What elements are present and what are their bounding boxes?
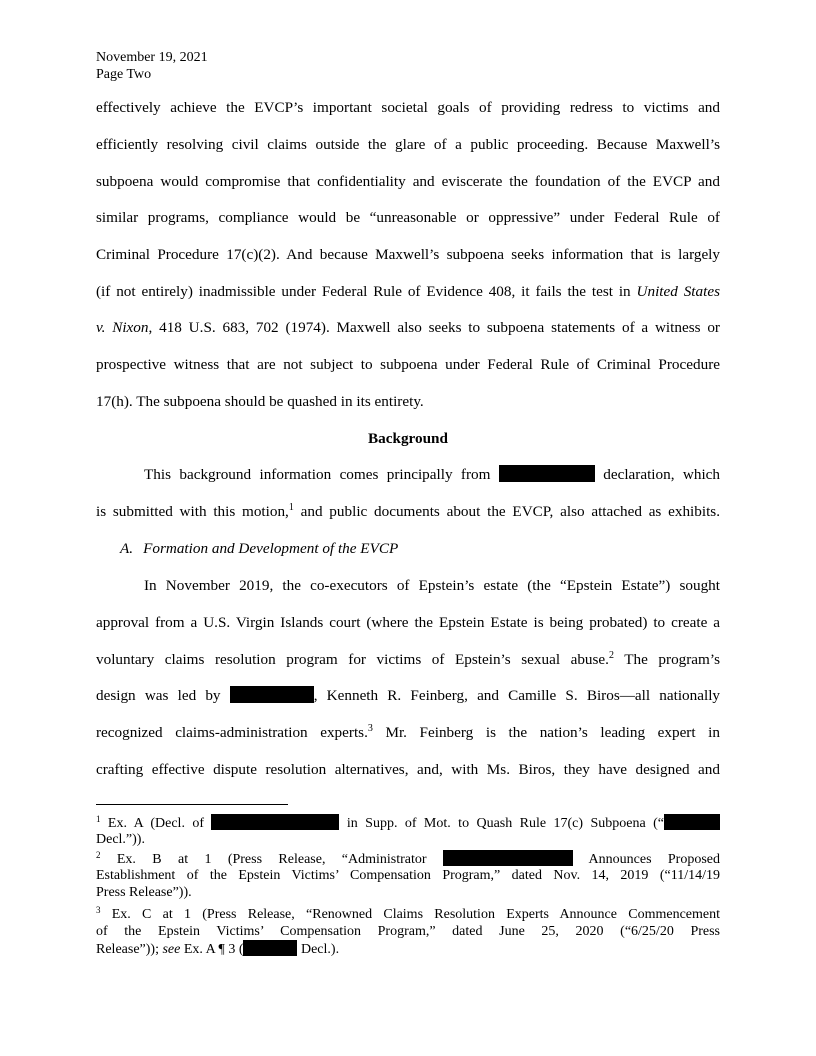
footnote-ref[interactable]: 2 — [608, 650, 614, 661]
body-text-run: and public documents about the EVCP, also attached as exhibits. — [293, 503, 720, 520]
footnote-ref[interactable]: 3 — [367, 723, 373, 734]
body-line: effectively achieve the EVCP’s important societal goals of providing redress to victims and — [96, 99, 720, 116]
footnote-text: Release”)); — [96, 942, 163, 957]
body-text-run: voluntary claims resolution program for victims of Epstein’s sexual abuse. — [96, 651, 609, 668]
footnote-text: Ex. B at 1 (Press Release, “Administrator — [100, 852, 443, 867]
redaction-box — [499, 465, 595, 482]
footnote-1 — [96, 814, 720, 848]
body-line: approval from a U.S. Virgin Islands court (where the Epstein Estate is being probated) to create a — [96, 614, 720, 631]
footnote-text: Ex. C at 1 (Press Release, “Renowned Claims Resolution Experts Announce Commencement — [100, 907, 720, 922]
redaction-box — [443, 850, 573, 866]
body-line: 17(h). The subpoena should be quashed in its entirety. — [96, 393, 424, 410]
redaction-box — [664, 814, 720, 830]
subsection-label: A. — [120, 540, 134, 557]
footnote-text: Ex. A ¶ 3 ( — [180, 942, 244, 957]
footnote-line: Decl.”)). — [96, 832, 145, 847]
footnote-line — [96, 850, 720, 867]
redaction-box — [243, 940, 297, 956]
body-text-run: is submitted with this motion, — [96, 503, 289, 520]
body-line — [96, 650, 720, 670]
signal-see: see — [162, 942, 181, 957]
footnote-line — [96, 940, 720, 957]
header-date: November 19, 2021 — [96, 50, 208, 65]
body-line — [96, 723, 720, 743]
footnote-line: Press Release”)). — [96, 885, 192, 900]
body-line: similar programs, compliance would be “unreasonable or oppressive” under Federal Rule of — [96, 209, 720, 226]
body-text-run: (if not entirely) inadmissible under Federal Rule of Evidence 408, it fails the test in — [96, 283, 637, 300]
body-text-run: recognized claims-administration experts. — [96, 724, 368, 741]
section-heading: Background — [368, 430, 448, 447]
body-line: efficiently resolving civil claims outside the glare of a public proceeding. Because Maxwell’s — [96, 136, 720, 153]
body-text-run: declaration, which — [594, 466, 721, 483]
case-name: United States — [636, 283, 720, 300]
footnote-line: of the Epstein Victims’ Compensation Program,” dated June 25, 2020 (“6/25/20 Press — [96, 924, 720, 939]
footnote-text: Announces Proposed — [572, 852, 720, 867]
footnote-2 — [96, 850, 720, 901]
body-line: crafting effective dispute resolution alternatives, and, with Ms. Biros, they have designed and — [96, 761, 720, 778]
body-line — [96, 502, 720, 522]
body-line: Criminal Procedure 17(c)(2). And because Maxwell’s subpoena seeks information that is largely — [96, 246, 720, 263]
body-text-run: This background information comes principally from — [144, 466, 499, 483]
redaction-box — [211, 814, 339, 830]
body-line — [96, 282, 720, 302]
body-line — [96, 318, 720, 338]
footnote-text: in Supp. of Mot. to Quash Rule 17(c) Subpoena (“ — [339, 816, 664, 831]
body-text-run: , 418 U.S. 683, 702 (1974). Maxwell also seeks to subpoena statements of a witness or — [148, 319, 720, 336]
footnote-number: 2 — [96, 850, 101, 860]
footnote-text: Decl.). — [297, 942, 340, 957]
subsection-heading — [96, 539, 720, 559]
body-line: prospective witness that are not subject to subpoena under Federal Rule of Criminal Procedure — [96, 356, 720, 373]
letter-header — [96, 49, 208, 83]
footnote-line — [96, 906, 720, 923]
footnote-line — [96, 814, 720, 831]
footnote-ref[interactable]: 1 — [288, 502, 294, 513]
footnote-3 — [96, 906, 720, 957]
footnote-number: 3 — [96, 905, 101, 915]
body-line: subpoena would compromise that confidentiality and eviscerate the foundation of the EVCP and — [96, 173, 720, 190]
body-line — [96, 465, 720, 485]
footnote-number: 1 — [96, 814, 101, 824]
body-line — [96, 686, 720, 706]
subsection-title: Formation and Development of the EVCP — [143, 540, 399, 557]
body-text-run: Mr. Feinberg is the nation’s leading expert in — [372, 724, 720, 741]
case-name: v. Nixon — [96, 319, 149, 336]
header-page-number: Page Two — [96, 67, 152, 82]
redaction-box — [230, 686, 314, 703]
body-text-run: , Kenneth R. Feinberg, and Camille S. Biros—all nationally — [313, 687, 721, 704]
footnote-line: Establishment of the Epstein Victims’ Compensation Program,” dated Nov. 14, 2019 (“11/14/19 — [96, 868, 720, 883]
footnote-divider — [96, 804, 288, 805]
footnote-text: Ex. A (Decl. of — [100, 816, 212, 831]
body-text-run: design was led by — [96, 687, 230, 704]
body-line: In November 2019, the co-executors of Epstein’s estate (the “Epstein Estate”) sought — [144, 577, 720, 594]
body-text-run: The program’s — [613, 651, 720, 668]
